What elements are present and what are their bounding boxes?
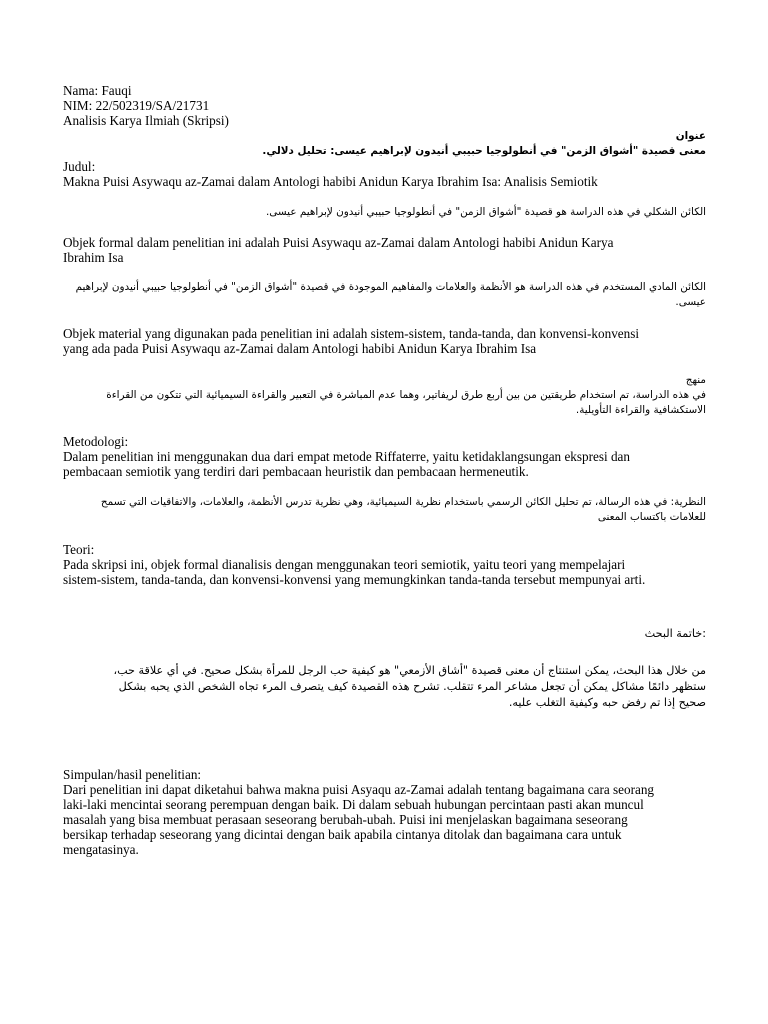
arabic-method-line1: في هذه الدراسة، تم استخدام طريقتين من بين أربع طرق لريفاتير، وهما عدم المباشرة في التعبير والقراءة السيميائية التي تتكون من القراءة xyxy=(106,389,706,401)
arabic-title-text: معنى قصيدة "أشواق الزمن" في أنطولوجيا حبيبي أنيدون لإبراهيم عيسى: تحليل دلالي. xyxy=(262,145,706,157)
simpulan-line5: mengatasinya. xyxy=(63,842,139,857)
student-info xyxy=(63,83,703,128)
arabic-conclusion-label-block xyxy=(62,626,706,642)
arabic-material-line1: الكائن المادي المستخدم في هذه الدراسة هو الأنظمة والعلامات والمفاهيم الموجودة في قصيدة "أشواق الزمن" في أنطولوجيا حبيبي أنيدون لإبراهيم xyxy=(75,281,706,293)
arabic-title-label: عنوان xyxy=(675,130,706,142)
metodologi-label: Metodologi: xyxy=(63,434,129,449)
arabic-conclusion-label: :خاتمة البحث xyxy=(644,627,706,640)
judul-block xyxy=(63,159,703,189)
objek-material-line2: yang ada pada Puisi Asywaqu az-Zamai dalam Antologi habibi Anidun Karya Ibrahim Isa xyxy=(63,341,537,356)
arabic-theory-line2: للعلامات باكتساب المعنى xyxy=(597,511,706,523)
teori-line2: sistem-sistem, tanda-tanda, dan konvensi-konvensi yang memungkinkan tanda-tanda tersebut mempunyai arti. xyxy=(63,572,646,587)
objek-formal-line1: Objek formal dalam penelitian ini adalah Puisi Asywaqu az-Zamai dalam Antologi habibi Anidun Karya xyxy=(63,235,614,250)
arabic-formal-object xyxy=(62,205,706,220)
metodologi-line1: Dalam penelitian ini menggunakan dua dari empat metode Riffaterre, yaitu ketidaklangsungan ekspresi dan xyxy=(63,449,630,464)
simpulan-line4: bersikap terhadap seseorang yang dicintai dengan baik apabila cintanya ditolak dan bagaimana cara untuk xyxy=(63,827,622,842)
arabic-conclusion-line1: من خلال هذا البحث، يمكن استنتاج أن معنى قصيدة "أشاق الأزمعي" هو كيفية حب الرجل للمرأة بشكل صحيح. في أي علاقة حب، xyxy=(113,664,706,677)
arabic-method-line2: الاستكشافية والقراءة التأويلية. xyxy=(575,404,706,416)
objek-material-block xyxy=(63,326,703,356)
arabic-conclusion-block xyxy=(62,663,706,711)
arabic-conclusion-line3: صحيح إذا تم رفض حبه وكيفية التغلب عليه. xyxy=(508,696,706,709)
simpulan-label: Simpulan/hasil penelitian: xyxy=(63,767,202,782)
simpulan-line1: Dari penelitian ini dapat diketahui bahwa makna puisi Asyaqu az-Zamai adalah tentang bagaimana cara seorang xyxy=(63,782,655,797)
arabic-conclusion-line2: ستظهر دائمًا مشاكل يمكن أن تجعل مشاعر المرء تتقلب. تشرح هذه القصيدة كيف يتصرف المرء تجاه الشخص الذي يحبه بشكل xyxy=(118,680,706,693)
teori-block xyxy=(63,542,703,587)
arabic-title-block xyxy=(62,129,706,159)
teori-line1: Pada skripsi ini, objek formal dianalisis dengan menggunakan teori semiotik, yaitu teori yang mempelajari xyxy=(63,557,626,572)
course-title: Analisis Karya Ilmiah (Skripsi) xyxy=(63,113,229,128)
arabic-material-line2: عيسى. xyxy=(675,296,706,308)
objek-formal-block xyxy=(63,235,703,265)
simpulan-line2: laki-laki mencintai seorang perempuan dengan baik. Di dalam sebuah hubungan percintaan pasti akan muncul xyxy=(63,797,644,812)
student-name: Nama: Fauqi xyxy=(63,83,132,98)
objek-formal-line2: Ibrahim Isa xyxy=(63,250,124,265)
arabic-formal-text: الكائن الشكلي في هذه الدراسة هو قصيدة "أشواق الزمن" في أنطولوجيا حبيبي أنيدون لإبراهيم عيسى. xyxy=(265,206,706,218)
student-nim: NIM: 22/502319/SA/21731 xyxy=(63,98,210,113)
simpulan-block xyxy=(63,767,703,857)
arabic-theory-line1: النظرية: في هذه الرسالة، تم تحليل الكائن الرسمي باستخدام نظرية السيميائية، وهي نظرية تدرس الأنظمة، والعلامات، والاتفاقيات التي تسمح xyxy=(100,496,706,508)
arabic-theory-block xyxy=(62,495,706,525)
arabic-material-object xyxy=(62,280,706,310)
judul-label: Judul: xyxy=(63,159,96,174)
teori-label: Teori: xyxy=(63,542,95,557)
simpulan-line3: masalah yang bisa membuat perasaan seseorang berubah-ubah. Puisi ini menjelaskan bagaimana seseorang xyxy=(63,812,628,827)
metodologi-line2: pembacaan semiotik yang terdiri dari pembacaan heuristik dan pembacaan hermeneutik. xyxy=(63,464,529,479)
arabic-method-label: منهج xyxy=(685,374,706,386)
judul-text: Makna Puisi Asywaqu az-Zamai dalam Antologi habibi Anidun Karya Ibrahim Isa: Analisis Semiotik xyxy=(63,174,598,189)
arabic-method-block xyxy=(62,373,706,418)
objek-material-line1: Objek material yang digunakan pada penelitian ini adalah sistem-sistem, tanda-tanda, dan konvensi-konvensi xyxy=(63,326,640,341)
metodologi-block xyxy=(63,434,703,479)
